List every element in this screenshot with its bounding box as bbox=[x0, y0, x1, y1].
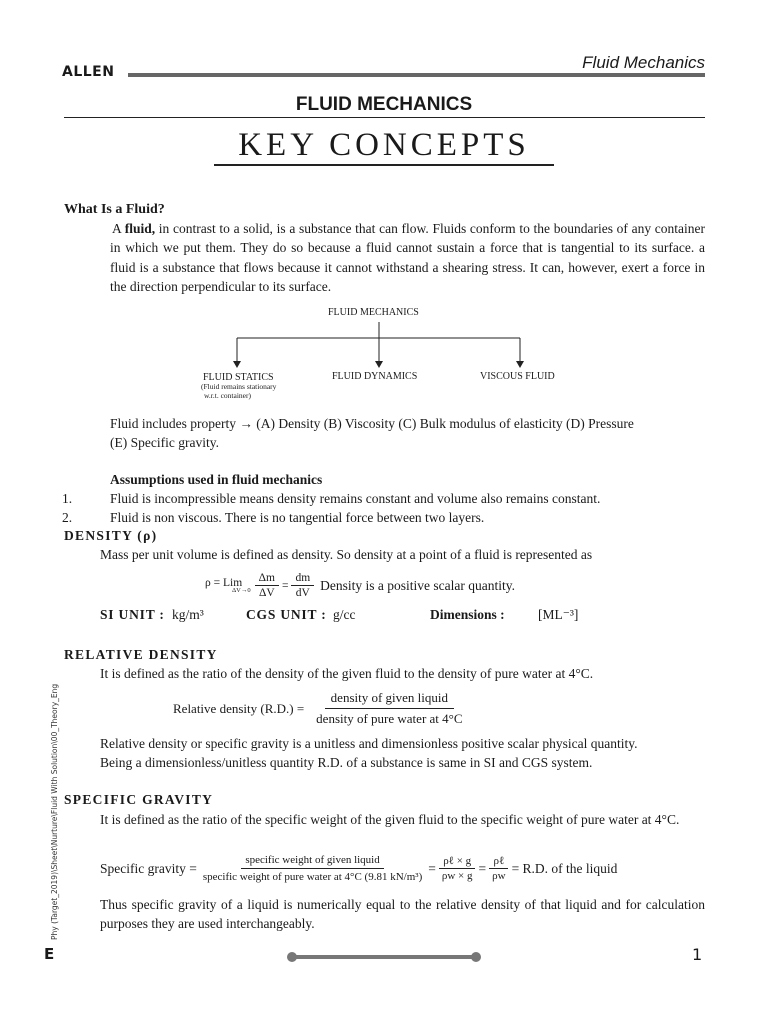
footer-bar-cap-right bbox=[471, 952, 481, 962]
specific-gravity-fraction-3 bbox=[488, 855, 509, 882]
footer-bar bbox=[292, 955, 476, 959]
density-fraction-2 bbox=[291, 572, 314, 599]
specific-gravity-text-2: Thus specific gravity of a liquid is numerically equal to the relative density of that liquid and for calculation purposes they are used interchangeably. bbox=[100, 897, 705, 932]
relative-density-text-3: Being a dimensionless/unitless quantity R.D. of a substance is same in SI and CGS system. bbox=[100, 755, 593, 770]
relative-density-formula-lhs: Relative density (R.D.) = bbox=[173, 700, 305, 716]
footer-letter: E bbox=[44, 945, 55, 963]
specific-gravity-heading: SPECIFIC GRAVITY bbox=[64, 792, 214, 807]
specific-gravity-numerator: specific weight of given liquid bbox=[241, 854, 383, 869]
limit-subscript: ΔV→0 bbox=[232, 587, 251, 594]
limit-block bbox=[205, 577, 251, 594]
diagram-root-label: FLUID MECHANICS bbox=[328, 307, 419, 318]
assumptions-heading: Assumptions used in fluid mechanics bbox=[110, 472, 323, 487]
assumption-1-number: 1. bbox=[62, 491, 73, 506]
density-heading: DENSITY (ρ) bbox=[64, 528, 158, 543]
specific-gravity-formula bbox=[100, 854, 617, 883]
fraction-rho-w-g: ρw × g bbox=[441, 870, 473, 882]
assumption-2-number: 2. bbox=[62, 510, 73, 525]
relative-density-text-2: Relative density or specific gravity is a unitless and dimensionless positive scalar physical quantity. bbox=[100, 736, 638, 751]
density-formula bbox=[205, 572, 515, 599]
dimensions-label: Dimensions : bbox=[430, 607, 505, 622]
specific-gravity-fraction-1 bbox=[199, 854, 426, 883]
what-is-fluid-heading: What Is a Fluid? bbox=[64, 202, 165, 217]
fraction-rho-w: ρw bbox=[492, 870, 506, 882]
fraction-1-numerator: Δm bbox=[255, 572, 279, 586]
arrow-symbol: → bbox=[239, 416, 253, 431]
relative-density-denominator: density of pure water at 4°C bbox=[316, 711, 463, 726]
relative-density-fraction bbox=[310, 690, 468, 727]
specific-gravity-rhs: = R.D. of the liquid bbox=[511, 860, 618, 876]
arrowhead-left bbox=[233, 361, 241, 368]
equals-sign: = bbox=[281, 579, 289, 592]
specific-gravity-equals-2: = bbox=[478, 860, 487, 876]
specific-gravity-fraction-2 bbox=[438, 855, 477, 882]
fraction-2-denominator: dV bbox=[295, 587, 310, 599]
si-unit-label: SI UNIT : bbox=[100, 607, 165, 622]
fluid-mechanics-tree-diagram bbox=[0, 0, 768, 420]
diagram-branch-dynamics: FLUID DYNAMICS bbox=[332, 371, 418, 382]
fluid-term: fluid, bbox=[124, 221, 156, 236]
fraction-rho-l: ρℓ bbox=[489, 855, 508, 869]
side-file-path: Phy (Target_2019)\Sheet\Nurture\Fluid With Solution\00_Theory_Eng bbox=[50, 683, 59, 940]
relative-density-definition: It is defined as the ratio of the density of the given fluid to the density of pure water at 4°C. bbox=[100, 666, 594, 681]
diagram-statics-note-2: w.r.t. container) bbox=[204, 391, 251, 400]
specific-gravity-definition: It is defined as the ratio of the specific weight of the given fluid to the specific weight of pure water at 4°C. bbox=[100, 812, 680, 827]
specific-gravity-equals-1: = bbox=[428, 860, 436, 876]
footer-bar-cap-left bbox=[287, 952, 297, 962]
diagram-branch-viscous: VISCOUS FLUID bbox=[480, 371, 555, 382]
diagram-statics-note-1: (Fluid remains stationary bbox=[201, 382, 277, 391]
diagram-branch-statics: FLUID STATICS bbox=[203, 372, 274, 383]
assumption-1-text: Fluid is incompressible means density remains constant and volume also remains constant. bbox=[110, 491, 601, 506]
dimensions-value: [ML⁻³] bbox=[538, 607, 579, 622]
fluid-definition-text: in contrast to a solid, is a substance that can flow. Fluids conform to the boundaries of any container in which we put them. They do so because a fluid cannot sustain a force that is tangential to its surface. a fluid is a substance that flows because it cannot withstand a shearing stress. It can, however, exert a force in the direction perpendicular to its surface. bbox=[110, 221, 706, 295]
fraction-1-denominator: ΔV bbox=[258, 587, 275, 599]
cgs-unit-value: g/cc bbox=[333, 607, 356, 622]
properties-text-2: (A) Density (B) Viscosity (C) Bulk modulus of elasticity (D) Pressure bbox=[256, 416, 634, 431]
header-subject: Fluid Mechanics bbox=[582, 53, 705, 72]
arrowhead-middle bbox=[375, 361, 383, 368]
si-unit-value: kg/m³ bbox=[172, 607, 204, 622]
assumption-2-text: Fluid is non viscous. There is no tangential force between two layers. bbox=[110, 510, 485, 525]
density-formula-lhs: ρ = Lim bbox=[205, 577, 243, 589]
fraction-rho-l-g: ρℓ × g bbox=[439, 855, 475, 869]
relative-density-numerator: density of given liquid bbox=[325, 690, 454, 709]
fraction-2-numerator: dm bbox=[291, 572, 314, 586]
page-number: 1 bbox=[692, 945, 703, 964]
page-title: FLUID MECHANICS bbox=[295, 94, 473, 115]
properties-text-1: Fluid includes property bbox=[110, 416, 236, 431]
density-fraction-1 bbox=[255, 572, 279, 599]
key-concepts-heading: KEY CONCEPTS bbox=[238, 127, 530, 163]
density-definition: Mass per unit volume is defined as density. So density at a point of a fluid is represented as bbox=[100, 547, 593, 562]
specific-gravity-denominator: specific weight of pure water at 4°C (9.81 kN/m³) bbox=[202, 871, 423, 883]
specific-gravity-formula-lhs: Specific gravity = bbox=[100, 860, 197, 876]
density-note: Density is a positive scalar quantity. bbox=[320, 577, 516, 593]
lead-article: A bbox=[112, 221, 122, 236]
relative-density-heading: RELATIVE DENSITY bbox=[64, 647, 218, 662]
brand-logo: ALLEN bbox=[62, 64, 115, 80]
arrowhead-right bbox=[516, 361, 524, 368]
relative-density-formula bbox=[173, 690, 469, 727]
properties-paragraph bbox=[110, 414, 705, 453]
cgs-unit-label: CGS UNIT : bbox=[246, 607, 327, 622]
properties-text-3: (E) Specific gravity. bbox=[110, 435, 219, 451]
